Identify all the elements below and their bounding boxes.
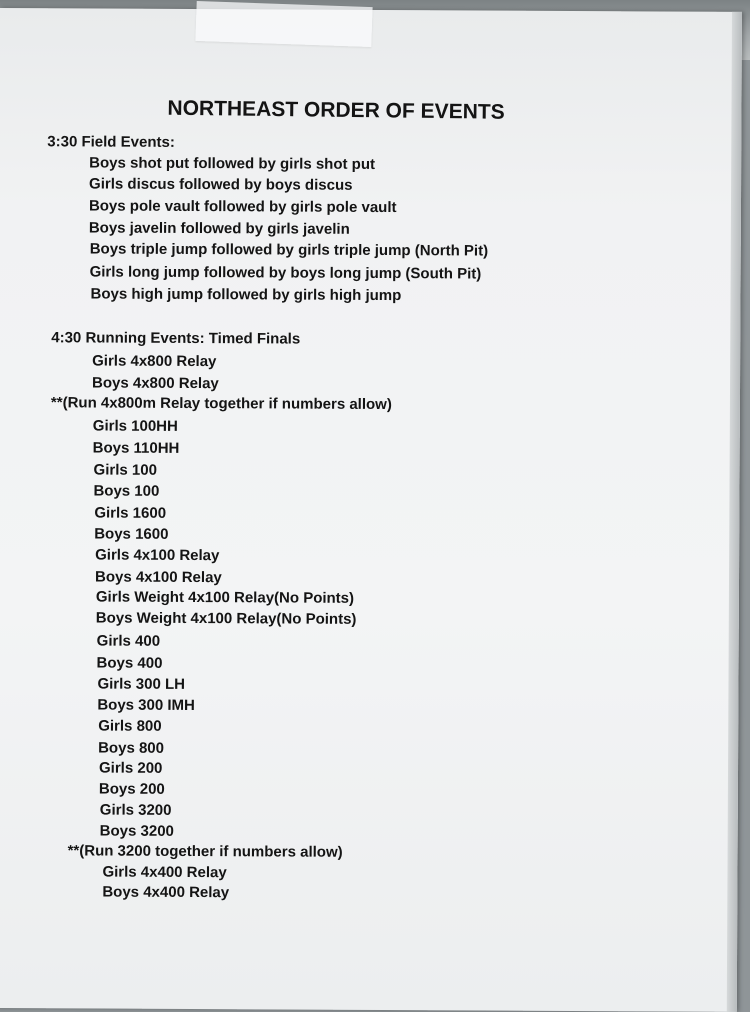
running-event-item: Boys 4x100 Relay (94, 568, 222, 587)
relay-event-item: Girls 4x800 Relay (92, 352, 217, 371)
running-event-item: Girls Weight 4x100 Relay(No Points) (95, 588, 355, 607)
running-event-item: Boys 110HH (92, 439, 180, 457)
running-event-item: Boys Weight 4x100 Relay(No Points) (95, 609, 357, 628)
running-event-item: Girls 400 (96, 632, 161, 650)
running-event-item: Boys 800 (98, 739, 165, 757)
running-event-item: Girls 200 (98, 759, 163, 777)
field-events-header: 3:30 Field Events: (47, 133, 175, 151)
running-event-item: Girls 800 (98, 717, 162, 735)
document-title: NORTHEAST ORDER OF EVENTS (167, 96, 505, 124)
field-event-item: Girls long jump followed by boys long jump (South Pit) (89, 263, 482, 283)
field-event-item: Boys triple jump followed by girls triple jump (North Pit) (89, 240, 489, 260)
running-event-item: Boys 400 (96, 654, 163, 672)
final-relay-item: Boys 4x400 Relay (102, 883, 230, 902)
running-events-header: 4:30 Running Events: Timed Finals (51, 329, 301, 348)
field-event-item: Boys pole vault followed by girls pole vault (88, 197, 397, 217)
tape-strip (195, 1, 372, 47)
running-event-item: Boys 1600 (94, 525, 169, 543)
field-event-item: Girls discus followed by boys discus (89, 175, 353, 194)
note-3200: **(Run 3200 together if numbers allow) (67, 842, 343, 861)
relay-event-item: Boys 4x800 Relay (91, 374, 219, 393)
running-event-item: Girls 100HH (92, 417, 178, 435)
document-body (0, 8, 742, 1002)
running-event-item: Girls 4x100 Relay (95, 546, 220, 565)
running-event-item: Girls 100 (93, 461, 158, 479)
field-event-item: Boys high jump followed by girls high jump (90, 285, 402, 305)
field-event-item: Boys javelin followed by girls javelin (88, 219, 350, 238)
running-event-item: Boys 3200 (99, 822, 174, 840)
final-relay-item: Girls 4x400 Relay (102, 863, 227, 882)
field-event-item: Boys shot put followed by girls shot put (89, 154, 376, 173)
running-event-item: Girls 1600 (94, 504, 167, 522)
running-event-item: Girls 300 LH (97, 675, 186, 693)
running-event-item: Girls 3200 (99, 801, 172, 819)
paper-sheet (0, 8, 742, 1012)
running-event-item: Boys 100 (93, 482, 160, 500)
running-event-item: Boys 300 IMH (97, 696, 195, 715)
note-4x800: **(Run 4x800m Relay together if numbers allow) (50, 394, 392, 414)
running-event-item: Boys 200 (98, 780, 165, 798)
